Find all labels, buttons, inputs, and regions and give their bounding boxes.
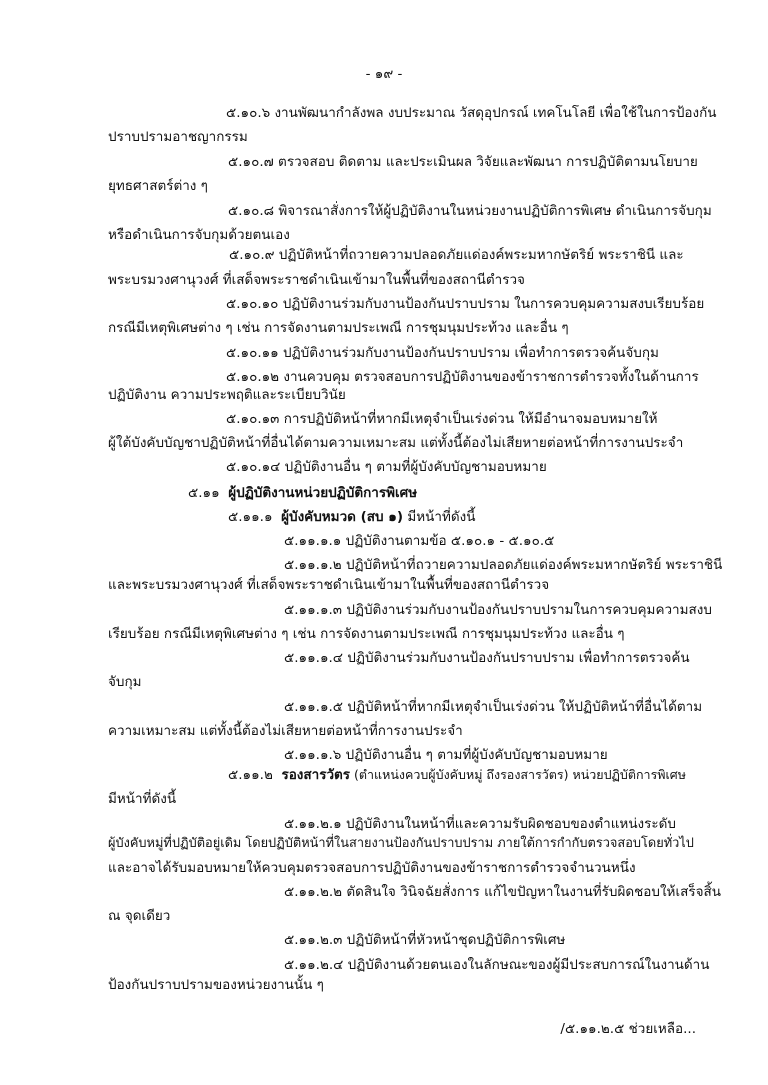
item-5-10-10-line1: ๕.๑๐.๑๐ ปฏิบัติงานร่วมกับงานป้องกันปราบปราม ในการควบคุมความสงบเรียบร้อย — [226, 296, 705, 312]
item-5-10-7-line1: ๕.๑๐.๗ ตรวจสอบ ติดตาม และประเมินผล วิจัยและพัฒนา การปฏิบัติตามนโยบาย — [228, 154, 698, 170]
item-5-10-10-line2: กรณีมีเหตุพิเศษต่าง ๆ เช่น การจัดงานตามประเพณี การชุมนุมประท้วง และอื่น ๆ — [108, 320, 569, 336]
section-heading-5-11 — [188, 484, 768, 502]
item-5-11-2-2-line2: ณ จุดเดียว — [108, 908, 171, 924]
item-5-10-12-line1: ๕.๑๐.๑๒ งานควบคุม ตรวจสอบการปฏิบัติงานของข้าราชการตำรวจทั้งในด้านการ — [226, 369, 699, 385]
subsection-heading-5-11-1 — [228, 508, 768, 526]
item-5-10-6-line1: ๕.๑๐.๖ งานพัฒนากำลังพล งบประมาณ วัสดุอุปกรณ์ เทคโนโลยี เพื่อใช้ในการป้องกัน — [226, 105, 717, 121]
item-5-11-1-5-line1: ๕.๑๑.๑.๕ ปฏิบัติหน้าที่หากมีเหตุจำเป็นเร่งด่วน ให้ปฏิบัติหน้าที่อื่นได้ตาม — [284, 699, 703, 715]
subsection-heading-5-11-2-line2: มีหน้าที่ดังนี้ — [108, 791, 177, 807]
item-5-11-1-3-line2: เรียบร้อย กรณีมีเหตุพิเศษต่าง ๆ เช่น การจัดงานตามประเพณี การชุมนุมประท้วง และอื่น ๆ — [108, 626, 625, 642]
item-5-11-1-5-line2: ความเหมาะสม แต่ทั้งนี้ต้องไม่เสียหายต่อหน้าที่การงานประจำ — [108, 723, 463, 739]
item-5-10-12-line2: ปฏิบัติงาน ความประพฤติและระเบียบวินัย — [108, 387, 346, 403]
item-5-11-1-2-line1: ๕.๑๑.๑.๒ ปฏิบัติหน้าที่ถวายความปลอดภัยแด่องค์พระมหากษัตริย์ พระราชินี — [284, 557, 723, 573]
item-5-11-1-4-line1: ๕.๑๑.๑.๔ ปฏิบัติงานร่วมกับงานป้องกันปราบปราม เพื่อทำการตรวจค้น — [284, 650, 690, 666]
item-5-10-6-line2: ปราบปรามอาชญากรรม — [108, 129, 248, 145]
item-5-11-2-1-line3: และอาจได้รับมอบหมายให้ควบคุมตรวจสอบการปฏิบัติงานของข้าราชการตำรวจจำนวนหนึ่ง — [108, 860, 636, 876]
item-5-11-2-1-line2: ผู้บังคับหมู่ที่ปฏิบัติอยู่เดิม โดยปฏิบัติหน้าที่ในสายงานป้องกันปราบปราม ภายใต้การกำกับตรวจสอบโดยทั่วไป — [108, 836, 694, 851]
subsection-heading-5-11-2 — [228, 766, 768, 784]
item-5-11-1-2-line2: และพระบรมวงศานุวงศ์ ที่เสด็จพระราชดำเนินเข้ามาในพื้นที่ของสถานีตำรวจ — [108, 577, 550, 593]
item-5-11-1-4-line2: จับกุม — [108, 674, 142, 690]
subsection-number: ๕.๑๑.๒ — [228, 767, 273, 783]
item-5-10-13-line2: ผู้ใต้บังคับบัญชาปฏิบัติหน้าที่อื่นได้ตามความเหมาะสม แต่ทั้งนี้ต้องไม่เสียหายต่อหน้าที่การงานประจำ — [108, 435, 684, 451]
section-title: ผู้ปฏิบัติงานหน่วยปฏิบัติการพิเศษ — [228, 485, 418, 501]
item-5-10-14-line1: ๕.๑๐.๑๔ ปฏิบัติงานอื่น ๆ ตามที่ผู้บังคับบัญชามอบหมาย — [226, 459, 547, 475]
item-5-11-2-1-line1: ๕.๑๑.๒.๑ ปฏิบัติงานในหน้าที่และความรับผิดชอบของตำแหน่งระดับ — [284, 816, 676, 832]
item-5-10-8-line2: หรือดำเนินการจับกุมด้วยตนเอง — [108, 227, 290, 243]
item-5-11-1-3-line1: ๕.๑๑.๑.๓ ปฏิบัติงานร่วมกับงานป้องกันปราบปรามในการควบคุมความสงบ — [284, 602, 712, 618]
item-5-10-8-line1: ๕.๑๐.๘ พิจารณาสั่งการให้ผู้ปฏิบัติงานในหน่วยงานปฏิบัติการพิเศษ ดำเนินการจับกุม — [228, 203, 712, 219]
subsection-suffix: (ตำแหน่งควบผู้บังคับหมู่ ถึงรองสารวัตร) หน่วยปฏิบัติการพิเศษ — [350, 767, 686, 782]
item-5-10-11-line1: ๕.๑๐.๑๑ ปฏิบัติงานร่วมกับงานป้องกันปราบปราม เพื่อทำการตรวจค้นจับกุม — [226, 345, 659, 361]
item-5-11-1-6-line1: ๕.๑๑.๑.๖ ปฏิบัติงานอื่น ๆ ตามที่ผู้บังคับบัญชามอบหมาย — [284, 747, 608, 763]
subsection-title: ผู้บังคับหมวด (สบ ๑) — [281, 509, 404, 525]
item-5-10-7-line2: ยุทธศาสตร์ต่าง ๆ — [108, 178, 208, 194]
subsection-suffix: มีหน้าที่ดังนี้ — [403, 509, 476, 525]
page-number: - ๑๙ - — [365, 66, 403, 82]
item-5-11-2-4-line2: ป้องกันปราบปรามของหน่วยงานนั้น ๆ — [108, 977, 324, 993]
item-5-10-9-line1: ๕.๑๐.๙ ปฏิบัติหน้าที่ถวายความปลอดภัยแด่องค์พระมหากษัตริย์ พระราชินี และ — [229, 247, 684, 263]
subsection-number: ๕.๑๑.๑ — [228, 509, 273, 525]
item-5-10-13-line1: ๕.๑๐.๑๓ การปฏิบัติหน้าที่หากมีเหตุจำเป็นเร่งด่วน ให้มีอำนาจมอบหมายให้ — [226, 411, 658, 427]
section-number: ๕.๑๑ — [188, 485, 220, 501]
item-5-11-2-4-line1: ๕.๑๑.๒.๔ ปฏิบัติงานด้วยตนเองในลักษณะของผู้มีประสบการณ์ในงานด้าน — [284, 957, 710, 973]
item-5-11-2-3-line1: ๕.๑๑.๒.๓ ปฏิบัติหน้าที่หัวหน้าชุดปฏิบัติการพิเศษ — [284, 932, 566, 948]
item-5-11-2-2-line1: ๕.๑๑.๒.๒ ตัดสินใจ วินิจฉัยสั่งการ แก้ไขปัญหาในงานที่รับผิดชอบให้เสร็จสิ้น — [284, 884, 721, 900]
continuation-footer: /๕.๑๑.๒.๕ ช่วยเหลือ... — [560, 1021, 696, 1037]
item-5-10-9-line2: พระบรมวงศานุวงศ์ ที่เสด็จพระราชดำเนินเข้ามาในพื้นที่ของสถานีตำรวจ — [108, 272, 525, 288]
item-5-11-1-1-line1: ๕.๑๑.๑.๑ ปฏิบัติงานตามข้อ ๕.๑๐.๑ - ๕.๑๐.๕ — [284, 533, 555, 549]
subsection-title: รองสารวัตร — [281, 767, 351, 783]
